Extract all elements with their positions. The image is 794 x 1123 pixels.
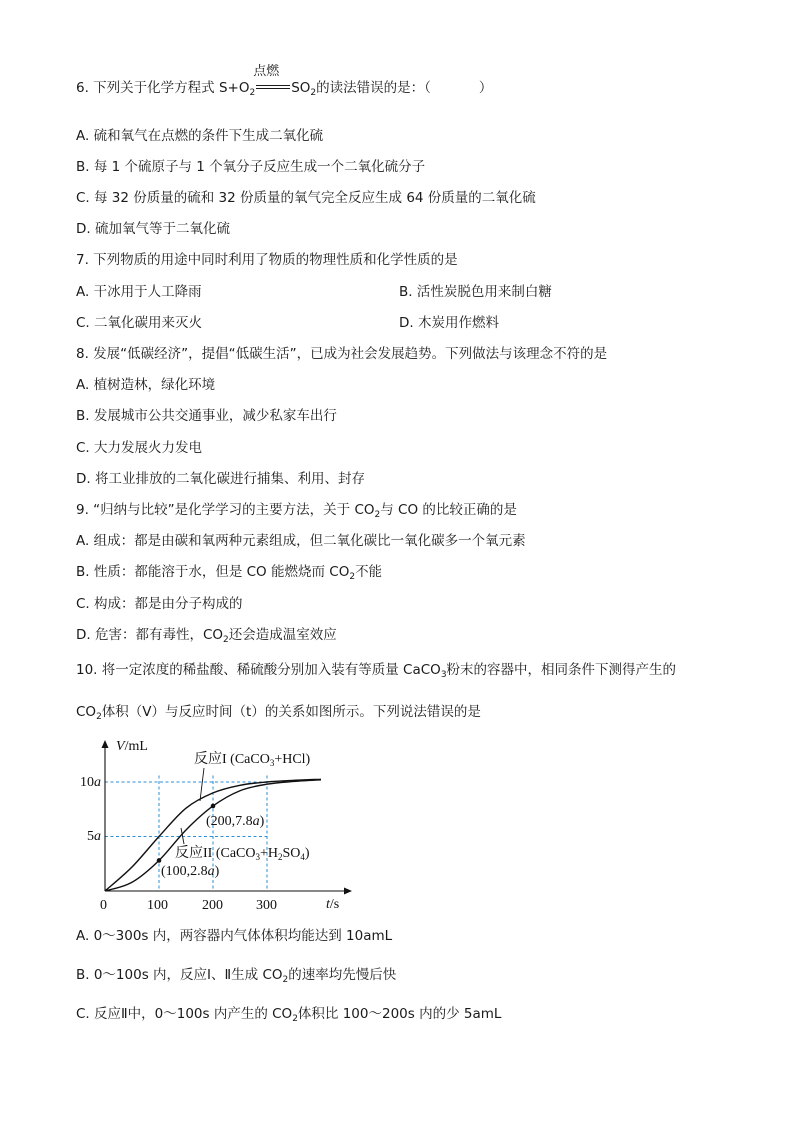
q10-b-post: 的速率均先慢后快 bbox=[288, 967, 397, 983]
point-label-200: (200,7.8a) bbox=[206, 814, 265, 829]
q10-option-a[interactable]: A. 0～300s 内，两容器内气体体积均能达到 10amL bbox=[76, 928, 393, 944]
reaction-arrow bbox=[253, 64, 290, 94]
reaction-condition: 点燃 bbox=[253, 64, 280, 79]
q8-option-c[interactable]: C. 大力发展火力发电 bbox=[76, 440, 203, 456]
q10-option-b[interactable] bbox=[76, 966, 396, 984]
q10-c-post: 体积比 100～200s 内的少 5amL bbox=[297, 1006, 502, 1022]
q9-stem-sub: 2 bbox=[374, 510, 381, 520]
point-label-100: (100,2.8a) bbox=[161, 864, 220, 879]
q7-option-a[interactable]: A. 干冰用于人工降雨 bbox=[76, 284, 202, 300]
q6-prefix: 6. 下列关于化学方程式 S+O bbox=[76, 80, 250, 96]
q9-b-post: 不能 bbox=[355, 564, 383, 580]
q8-option-d[interactable]: D. 将工业排放的二氧化碳进行捕集、利用、封存 bbox=[76, 471, 365, 487]
volume-time-chart bbox=[78, 736, 358, 916]
q9-stem-post: 与 CO 的比较正确的是 bbox=[380, 502, 517, 518]
x-axis-arrow bbox=[344, 888, 352, 895]
q8-stem: 8. 发展“低碳经济”，提倡“低碳生活”，已成为社会发展趋势。下列做法与该理念不符的是 bbox=[76, 346, 608, 362]
series-label-reaction-2: 反应II $(CaCO_3+H_2SO_4)$ bbox=[175, 846, 310, 862]
q6-option-b[interactable]: B. 每 1 个硫原子与 1 个氧分子反应生成一个二氧化硫分子 bbox=[76, 159, 426, 175]
q10-stem-line2 bbox=[76, 703, 481, 721]
q9-d-sub: 2 bbox=[223, 635, 229, 645]
y-tick-10a: 10a bbox=[80, 775, 101, 790]
q9-option-a[interactable]: A. 组成：都是由碳和氧两种元素组成，但二氧化碳比一氧化碳多一个氧元素 bbox=[76, 533, 526, 549]
origin-label: 0 bbox=[100, 898, 107, 913]
q7-option-b[interactable]: B. 活性炭脱色用来制白糖 bbox=[399, 284, 552, 300]
x-tick-300: 300 bbox=[256, 898, 277, 913]
x-tick-200: 200 bbox=[202, 898, 223, 913]
q8-option-a[interactable]: A. 植树造林，绿化环境 bbox=[76, 377, 216, 393]
y-tick-5a: 5a bbox=[87, 829, 101, 844]
q6-stem bbox=[76, 64, 493, 98]
data-point-200-7.8a bbox=[211, 804, 216, 809]
q9-b-pre: B. 性质：都能溶于水，但是 CO 能燃烧而 CO bbox=[76, 564, 350, 580]
x-axis-label: t/s bbox=[326, 897, 340, 912]
q10-stem2-pre: CO bbox=[76, 704, 97, 720]
q10-stem1-post: 粉末的容器中，相同条件下测得产生的 bbox=[446, 662, 677, 678]
q6-o2-sub: 2 bbox=[249, 88, 256, 98]
q10-b-sub: 2 bbox=[282, 975, 289, 985]
q10-b-pre: B. 0～100s 内，反应Ⅰ、Ⅱ生成 CO bbox=[76, 967, 283, 983]
q6-close: ） bbox=[478, 80, 493, 96]
q10-c-sub: 2 bbox=[292, 1014, 298, 1024]
q6-so2: SO bbox=[291, 80, 311, 96]
q6-option-a[interactable]: A. 硫和氧气在点燃的条件下生成二氧化硫 bbox=[76, 128, 324, 144]
q8-option-b[interactable]: B. 发展城市公共交通事业，减少私家车出行 bbox=[76, 408, 337, 424]
q10-stem2-sub: 2 bbox=[96, 712, 102, 722]
q9-b-sub: 2 bbox=[349, 572, 356, 582]
data-point-100-2.8a bbox=[157, 858, 162, 863]
q10-option-c[interactable] bbox=[76, 1005, 501, 1023]
q10-stem-line1 bbox=[76, 661, 676, 679]
q7-option-d[interactable]: D. 木炭用作燃料 bbox=[399, 315, 499, 331]
y-axis-label: V/mL bbox=[116, 739, 148, 754]
q9-stem-pre: 9. “归纳与比较”是化学学习的主要方法，关于 CO bbox=[76, 502, 375, 518]
q10-stem1-pre: 10. 将一定浓度的稀盐酸、稀硫酸分别加入装有等质量 CaCO bbox=[76, 662, 441, 678]
q7-stem: 7. 下列物质的用途中同时利用了物质的物理性质和化学性质的是 bbox=[76, 252, 458, 268]
q9-d-post: 还会造成温室效应 bbox=[228, 627, 337, 643]
y-axis-arrow bbox=[102, 740, 109, 748]
q6-option-c[interactable]: C. 每 32 份质量的硫和 32 份质量的氧气完全反应生成 64 份质量的二氧化硫 bbox=[76, 190, 536, 206]
leader-line-reaction-1 bbox=[200, 768, 204, 801]
q10-stem1-sub: 3 bbox=[440, 670, 447, 680]
q9-d-pre: D. 危害：都有毒性，CO bbox=[76, 627, 224, 643]
q9-option-d[interactable] bbox=[76, 626, 337, 644]
q6-so2-sub: 2 bbox=[310, 88, 317, 98]
q7-option-c[interactable]: C. 二氧化碳用来灭火 bbox=[76, 315, 203, 331]
series-label-reaction-1: 反应I (CaCO$_3$+HCl) bbox=[194, 752, 311, 768]
q9-option-c[interactable]: C. 构成：都是由分子构成的 bbox=[76, 596, 243, 612]
q10-c-pre: C. 反应Ⅱ中，0～100s 内产生的 CO bbox=[76, 1006, 293, 1022]
q6-suffix: 的读法错误的是：（ bbox=[316, 80, 431, 96]
x-tick-100: 100 bbox=[147, 898, 168, 913]
q6-option-d[interactable]: D. 硫加氧气等于二氧化硫 bbox=[76, 221, 230, 237]
q9-stem bbox=[76, 501, 517, 519]
q10-stem2-post: 体积（V）与反应时间（t）的关系如图所示。下列说法错误的是 bbox=[101, 704, 481, 720]
q9-option-b[interactable] bbox=[76, 563, 382, 581]
